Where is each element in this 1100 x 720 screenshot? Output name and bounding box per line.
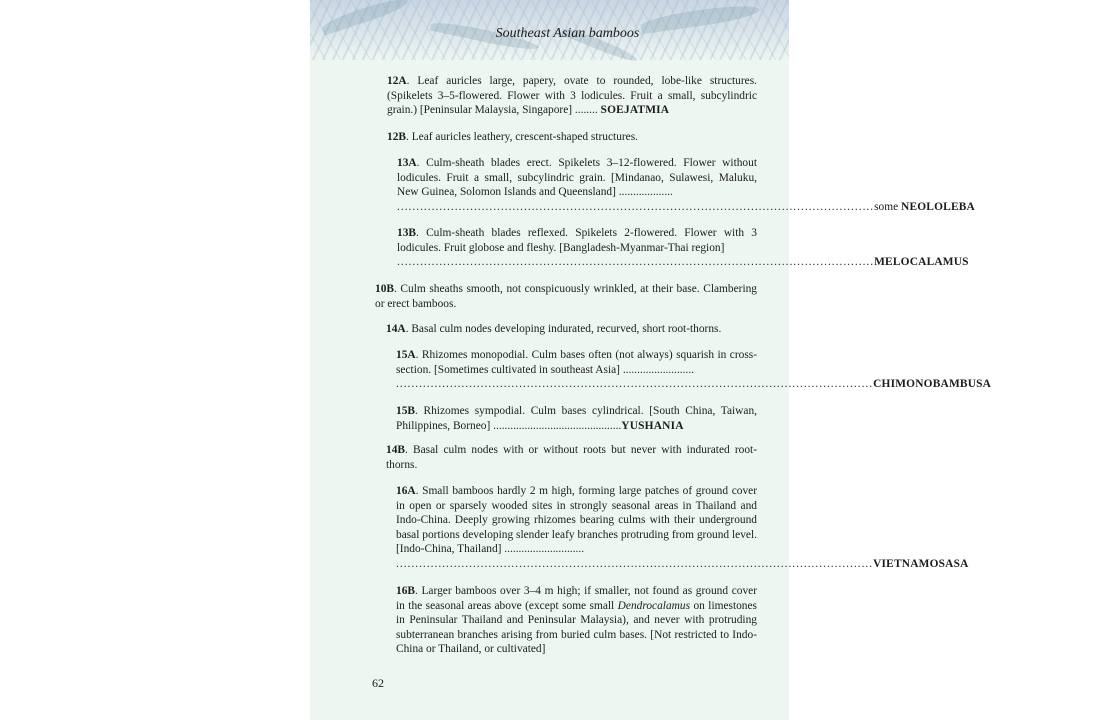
dot-leader-fill: ............................................................................................................................ [396,557,874,570]
key-text: . Basal culm nodes with or without roots but never with indurated root-thorns. [386,444,757,471]
dot-leader: ......................... [619,363,695,376]
key-lead: 14A [386,323,406,335]
key-text: . Larger bamboos over 3–4 m high; if smaller, not found as ground cover in the seasonal areas above (except some small [396,585,757,612]
key-lead: 15B [396,405,415,417]
genus-name: SOEJATMIA [600,104,670,117]
taxon-line [397,200,975,215]
dot-leader: ................... [615,186,673,199]
genus-name-italic: Dendrocalamus [617,599,691,612]
key-lead: 10B [375,283,394,295]
key-entry-14a [386,322,757,337]
key-lead: 12A [387,75,407,87]
running-head [310,26,789,42]
key-entry-15b [396,404,757,433]
qualifier-text: some [874,200,899,213]
key-entry-13b [397,226,969,270]
taxon-line [396,557,969,572]
key-entry-15a [396,348,992,392]
key-entry-14b [386,443,757,472]
key-text: . Culm sheaths smooth, not conspicuously wrinkled, at their base. Clambering or erect bamboos. [375,283,757,310]
key-text: . Rhizomes sympodial. Culm bases cylindrical. [South China, Taiwan, Philippines, Borneo] [396,405,757,432]
dot-leader: ........ [572,104,601,117]
dot-leader-fill: ............................................................................................................................ [397,256,875,269]
dot-leader: ............................................. [490,419,622,432]
key-entry-10b [375,282,757,311]
key-entry-13a [397,156,975,214]
key-lead: 16B [396,585,415,597]
taxon-line [396,377,992,392]
genus-name: NEOLOLEBA [901,200,975,213]
genus-name: YUSHANIA [621,419,684,432]
key-lead: 15A [396,349,416,361]
dot-leader-fill: ............................................................................................................................ [397,200,875,213]
dot-leader: ............................ [501,543,585,556]
key-lead: 16A [396,485,416,497]
taxon-line [397,255,969,270]
key-lead: 12B [387,131,406,143]
page-number: 62 [372,676,384,690]
bamboo-leaf-banner [310,0,789,60]
key-lead: 13A [397,157,417,169]
key-entry-16b [396,584,757,657]
dot-leader-fill: ............................................................................................................................ [396,378,874,391]
key-text: . Rhizomes monopodial. Culm bases often (not always) squarish in cross-section. [Sometimes cultivated in southeast Asia] [396,349,757,376]
key-lead: 13B [397,227,416,239]
key-text: . Small bamboos hardly 2 m high, forming large patches of ground cover in open or sparsely wooded sites in strongly seasonal areas in Thailand and Indo-China. Deeply growing rhizomes bearing culms with their underground basal portions developing slender leafy branches protruding from ground level. [Indo-China, Thailand] [396,485,757,556]
key-entry-12a [387,74,757,118]
key-entry-16a [396,484,969,572]
genus-name: CHIMONOBAMBUSA [873,378,992,391]
key-text: . Culm-sheath blades reflexed. Spikelets 2-flowered. Flower with 3 lodicules. Fruit globose and fleshy. [Bangladesh-Myanmar-Thai region] [397,227,757,254]
key-lead: 14B [386,444,405,456]
genus-name: MELOCALAMUS [874,256,969,269]
key-text-continued: on limestones in Peninsular Thailand and Peninsular Malaysia), and never with protruding subterranean branches arising from buried culm bases. [Not restricted to Indo-China or Thailand, or cultivated] [396,599,757,656]
key-entry-12b [387,130,757,145]
key-text: . Culm-sheath blades erect. Spikelets 3–12-flowered. Flower without lodicules. Fruit a small, subcylindric grain. [Mindanao, Sulawesi, Maluku, New Guinea, Solomon Islands and Queensland] [397,157,757,199]
key-text: . Leaf auricles leathery, crescent-shaped structures. [406,131,639,143]
book-page [310,0,992,720]
key-text: . Leaf auricles large, papery, ovate to rounded, lobe-like structures. (Spikelets 3–5-flowered. Flower with 3 lodicules. Fruit a small, subcylindric grain.) [Peninsular Malaysia, Singapore] [387,75,757,117]
running-head-text: Southeast Asian bamboos [495,26,640,41]
genus-name: VIETNAMOSASA [873,557,969,570]
key-text: . Basal culm nodes developing indurated, recurved, short root-thorns. [405,323,722,335]
